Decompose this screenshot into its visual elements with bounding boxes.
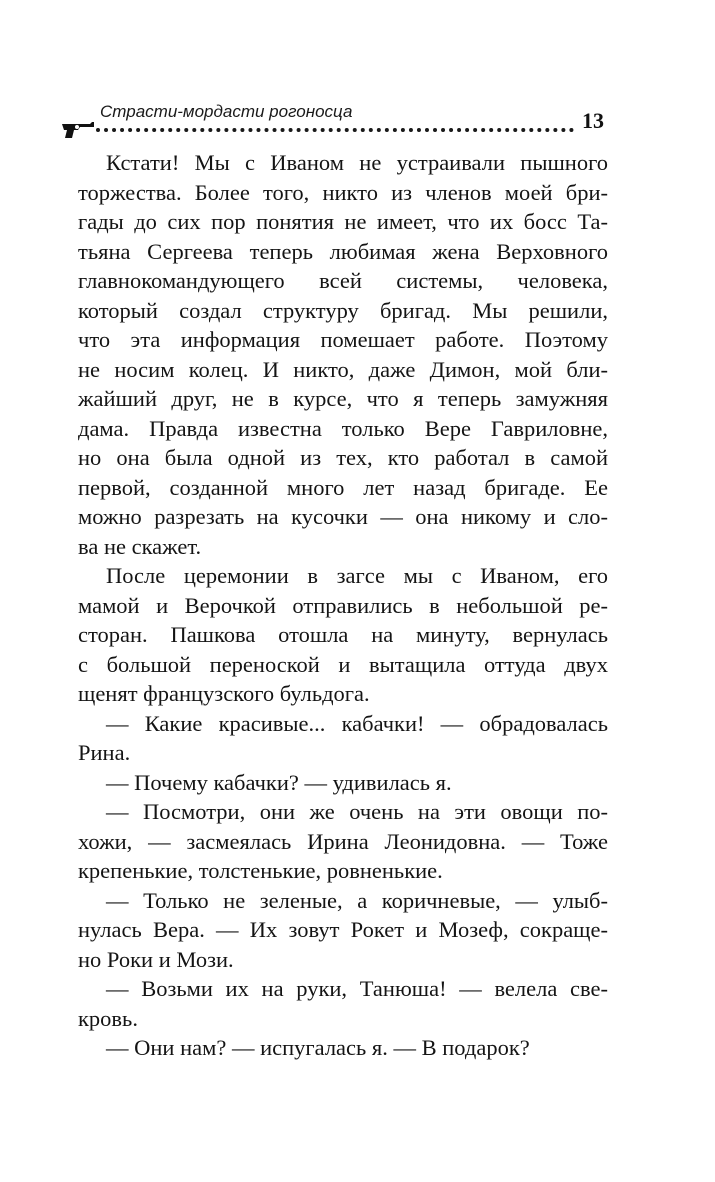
text-line: — Только не зеленые, а коричневые, — улыб- (106, 887, 608, 913)
text-line: После церемонии в загсе мы с Иваном, его (106, 563, 608, 588)
text-line: кровь. (78, 1005, 138, 1031)
text-line: Кстати! Мы с Иваном не устраивали пышного (106, 150, 608, 175)
text-line: не носим колец. И никто, даже Димон, мой бли- (78, 356, 608, 382)
text-line: что эта информация помешает работе. Поэтому (78, 327, 608, 352)
text-line: ва не скажет. (78, 533, 202, 559)
text-line: Рина. (78, 740, 131, 765)
text-line: но Роки и Мози. (78, 946, 234, 972)
page-number: 13 (582, 108, 604, 133)
text-line: главнокомандующего всей системы, человека, (78, 268, 608, 293)
header-dotted-rule (96, 128, 574, 132)
text-line: — Какие красивые... кабачки! — обрадовалась (106, 710, 608, 736)
page-header (60, 100, 620, 150)
text-line: который создал структуру бригад. Мы решили, (78, 297, 608, 323)
text-line: с большой переноской и вытащила оттуда двух (78, 651, 608, 677)
text-line: щенят французского бульдога. (78, 681, 370, 706)
text-line: крепенькие, толстенькие, ровненькие. (78, 858, 443, 883)
text-line: тьяна Сергеева теперь любимая жена Верховного (78, 238, 608, 264)
text-line: мамой и Верочкой отправились в небольшой ре- (78, 592, 608, 618)
text-line: торжества. Более того, никто из членов моей бри- (78, 179, 608, 205)
text-line: — Возьми их на руки, Танюша! — велела све- (106, 976, 608, 1001)
text-line: гады до сих пор понятия не имеет, что их босс Та- (78, 209, 608, 234)
revolver-icon (60, 118, 96, 140)
text-line: — Посмотри, они же очень на эти овощи по- (106, 799, 608, 824)
text-line: сторан. Пашкова отошла на минуту, вернулась (78, 622, 608, 647)
text-line: можно разрезать на кусочки — она никому и сло- (78, 504, 608, 529)
text-line: хожи, — засмеялась Ирина Леонидовна. — Тоже (78, 828, 608, 854)
text-line: нулась Вера. — Их зовут Рокет и Мозеф, сокраще- (78, 917, 608, 942)
text-line: дама. Правда известна только Вере Гавриловне, (78, 415, 608, 441)
text-line: — Почему кабачки? — удивилась я. (106, 769, 452, 795)
text-line: первой, созданной много лет назад бригаде. Ее (78, 474, 608, 500)
text-line: жайший друг, не в курсе, что я теперь замужняя (78, 386, 608, 411)
running-title: Страсти-мордасти рогоносца (100, 102, 353, 121)
text-line: но она была одной из тех, кто работал в самой (78, 445, 608, 470)
body-text (78, 148, 608, 1063)
text-line: — Они нам? — испугалась я. — В подарок? (106, 1035, 530, 1060)
